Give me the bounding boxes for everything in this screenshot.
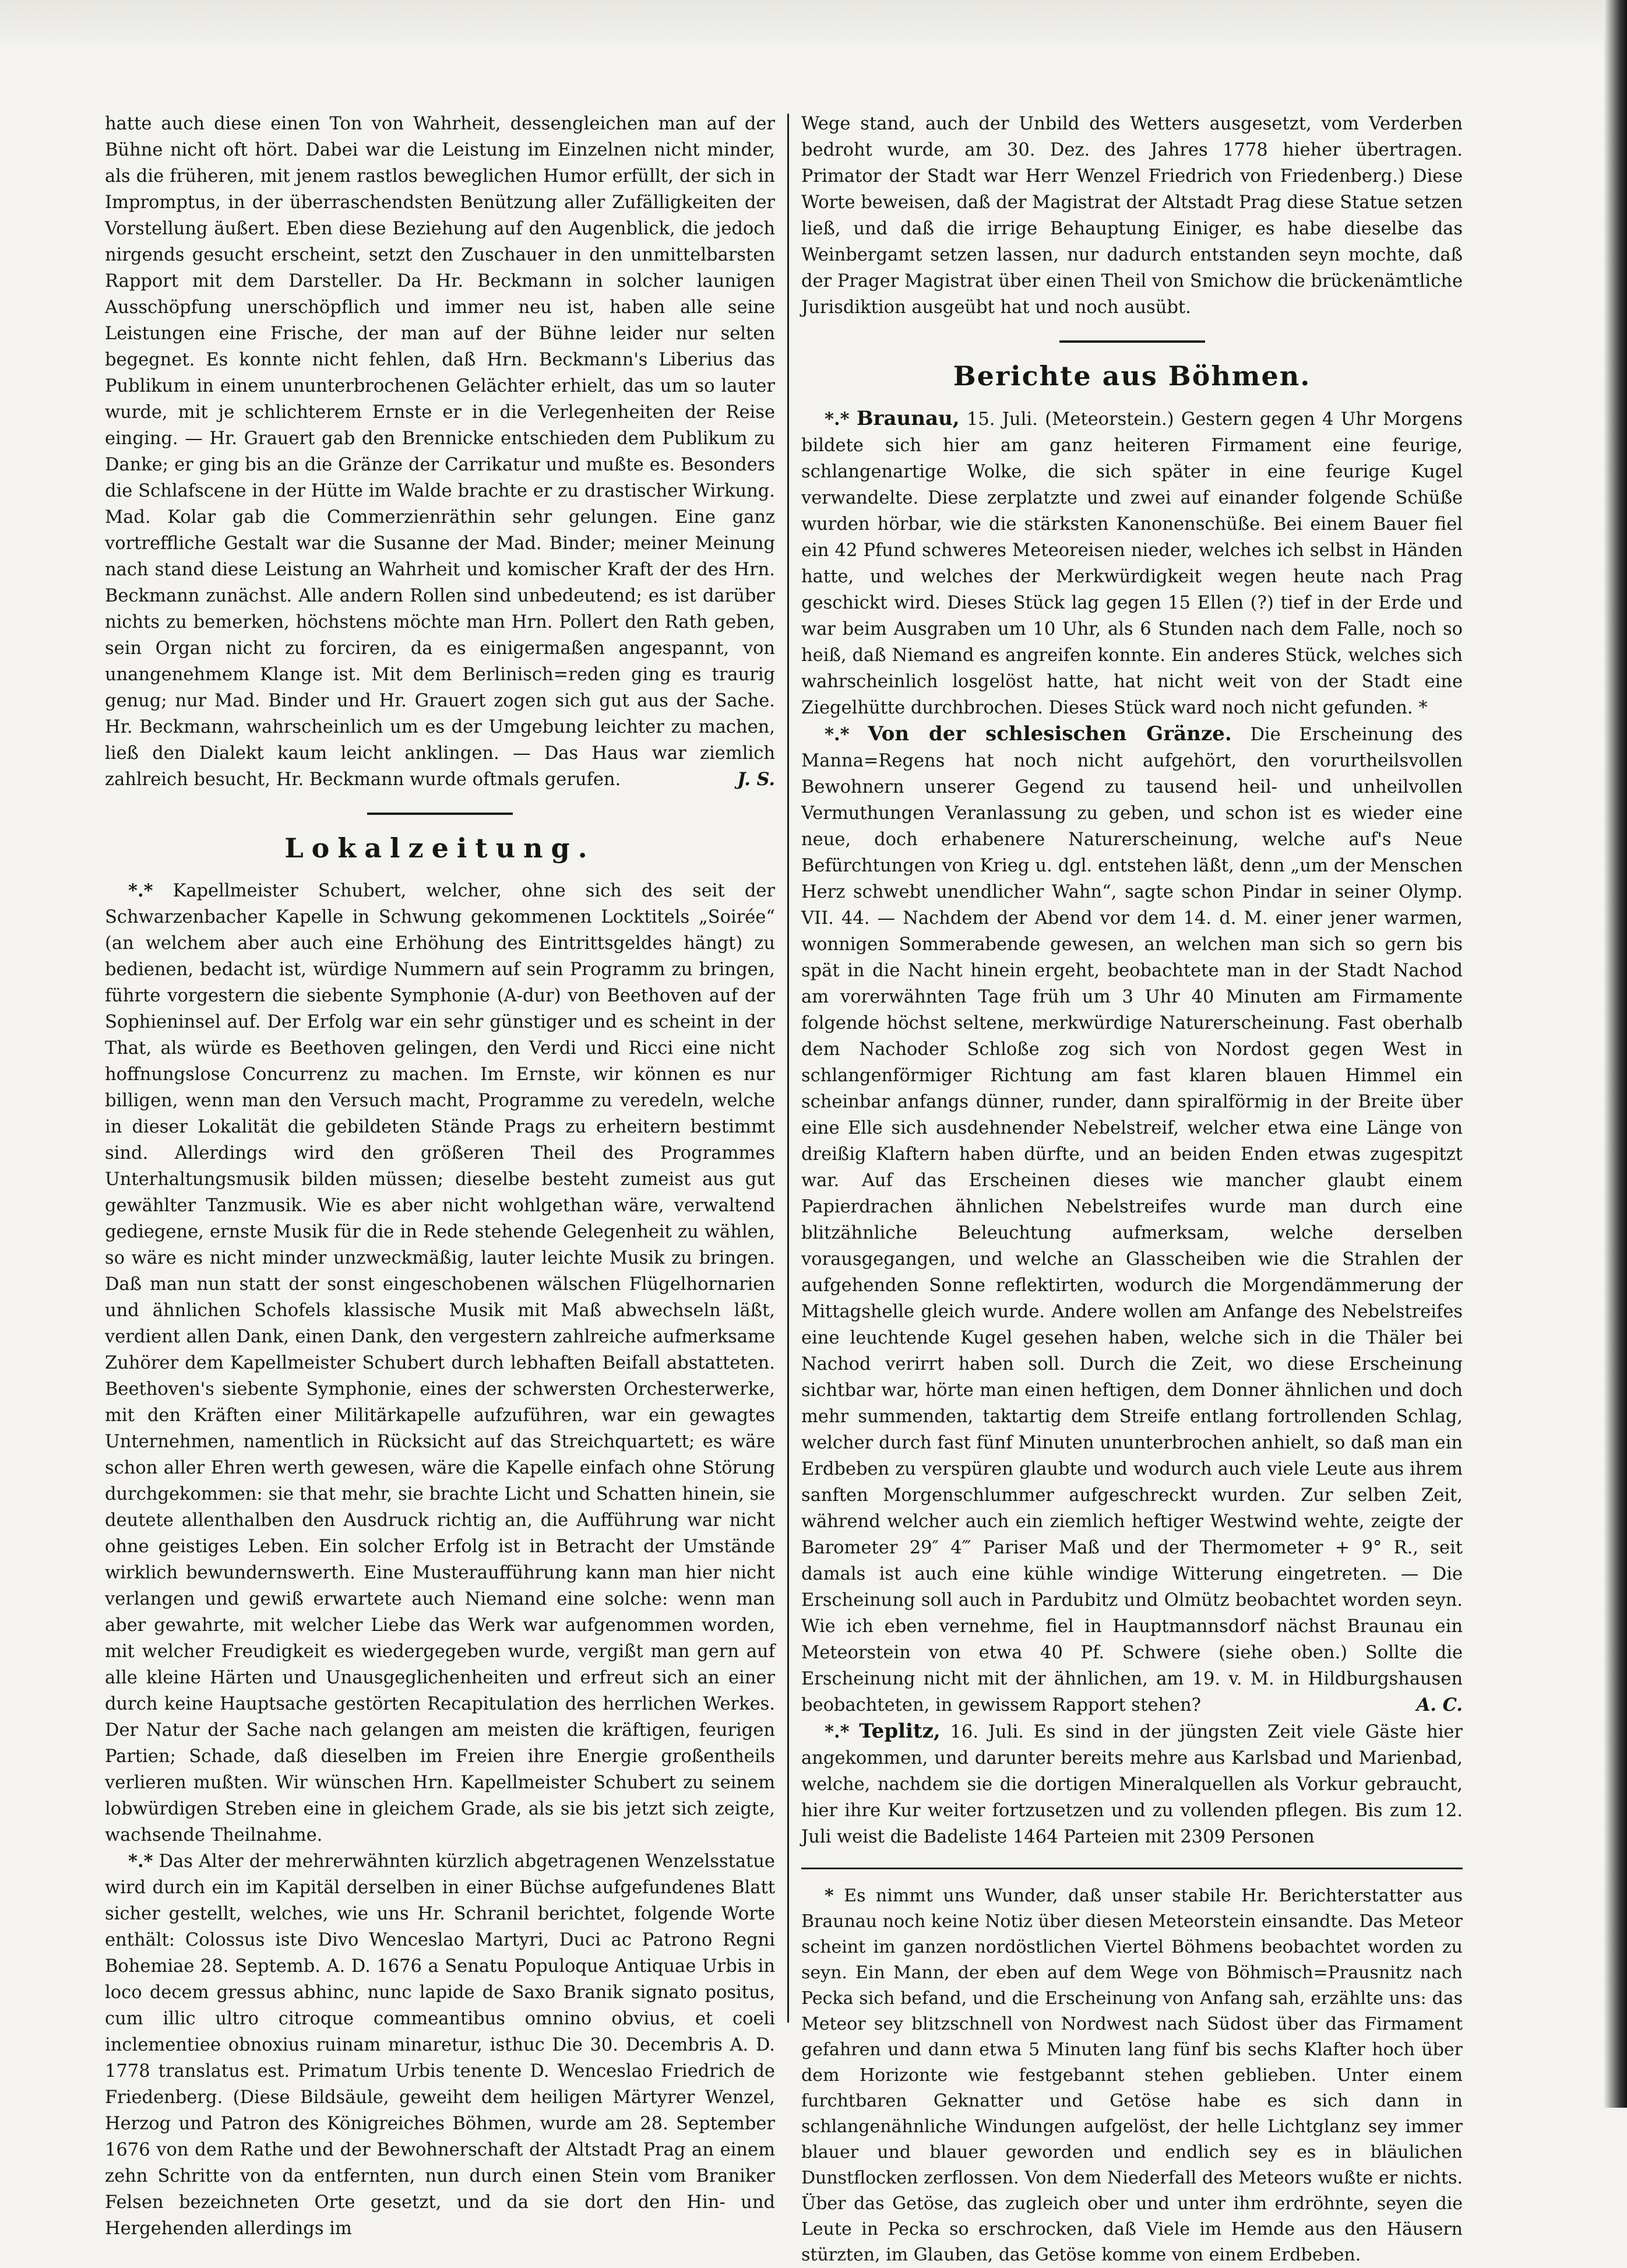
item-mark: *.* bbox=[825, 409, 850, 430]
page-right-edge bbox=[1604, 0, 1627, 2108]
section-heading-lokalzeitung: Lokalzeitung. bbox=[284, 832, 596, 864]
footnote-mark: * bbox=[825, 1886, 834, 1906]
footnote-paragraph bbox=[801, 1883, 1463, 2268]
section-divider-rule bbox=[1059, 340, 1205, 343]
wenzel-statue-article-text: Das Alter der mehrerwähnten kürzlich abgetragenen Wenzelsstatue wird durch ein im Kapitäl derselben in einer Büchse aufgefundenes Blatt sicher gestellt, welches, wie uns Hr. Schranil berichtet, folgende Worte enthält: Colossus iste Divo Wenceslao Martyri, Duci ac Patrono Regni Bohemiae 28. Septemb. A. D. 1676 a Senatu Populoque Antiquae Urbis in loco decem gressus abhinc, nunc lapide de Saxo Branik signato positus, cum illic ultro citroque commeantibus omnino obvius, et coeli inclementiee obnoxius ruinam minaretur, isthuc Die 30. Decembris A. D. 1778 translatus est. Primatum Urbis tenente D. Wenceslao Friedrich de Friedenberg. (Diese Bildsäule, geweiht dem heiligen Märtyrer Wenzel, Herzog und Patron des Königreiches Böhmen, wurde am 28. September 1676 von dem Rathe und der Bewohnerschaft der Altstadt Prag an einem zehn Schritte von da entfernten, nun durch einen Stein vom Braniker Felsen bezeichneten Orte gesetzt, und da sie dort den Hin- und Hergehenden allerdings im bbox=[105, 1851, 775, 2239]
column-divider bbox=[787, 114, 789, 2023]
section-divider-rule bbox=[367, 813, 513, 815]
teplitz-report-text: 16. Juli. Es sind in der jüngsten Zeit viele Gäste hier angekommen, und darunter bereits mehre aus Karlsbad und Marienbad, welche, nachdem sie die dortigen Mineralquellen als Vorkur gebraucht, hier ihre Kur weiter fortzusetzen und zu vollenden pflegen. Bis zum 12. Juli weist die Badeliste 1464 Parteien mit 2309 Personen bbox=[801, 1722, 1463, 1847]
footnote-text: Es nimmt uns Wunder, daß unser stabile Hr. Berichterstatter aus Braunau noch keine Notiz über diesen Meteorstein einsandte. Das Meteor scheint im ganzen nordöstlichen Viertel Böhmens beobachtet worden zu seyn. Ein Mann, der eben auf dem Wege von Böhmisch=Prausnitz nach Pecka sich befand, und die Erscheinung von Anfang sah, erzählte uns: das Meteor sey blitzschnell von Nordwest nach Südost über das Firmament gefahren und dann etwa 5 Minuten lang fünf bis sechs Klafter hoch über dem Horizonte wie festgebannt stehen geblieben. Unter einem furchtbaren Geknatter und Getöse habe es sich dann in schlangenähnliche Windungen aufgelöst, der helle Lichtglanz sey immer blauer und blauer geworden und endlich sey es in bläulichen Dunstflocken zerflossen. Von dem Niederfall des Meteors wußte er nichts. Über das Getöse, das zugleich ober und unter ihm erdröhnte, seyen die Leute in Pecka so erschrocken, daß Viele im Hemde aus den Häusern stürzten, im Glauben, das Getöse komme von einem Erdbeben. bbox=[801, 1886, 1463, 2265]
right-column bbox=[801, 111, 1463, 2268]
page-top-edge bbox=[0, 0, 1627, 52]
schubert-article-text: Kapellmeister Schubert, welcher, ohne sich des seit der Schwarzenbacher Kapelle in Schwung gekommenen Locktitels „Soirée“ (an welchem aber auch eine Erhöhung des Eintrittsgeldes hängt) zu bedienen, bedacht ist, würdige Nummern auf sein Programm zu bringen, führte vorgestern die siebente Symphonie (A-dur) von Beethoven auf der Sophieninsel auf. Der Erfolg war ein sehr günstiger und es scheint in der That, als würde es Beethoven gelingen, den Verdi und Ricci eine nicht hoffnungslose Concurrenz zu machen. Im Ernste, wir können es nur billigen, wenn man den Versuch macht, Programme zu veredeln, welche in dieser Lokalität die gebildeten Stände Prags zu erheitern bestimmt sind. Allerdings wird den größeren Theil des Programmes Unterhaltungsmusik bilden müssen; dieselbe besteht zumeist aus gut gewählter Tanzmusik. Wie es aber nicht wohlgethan wäre, verwaltend gediegene, ernste Musik für die in Rede stehende Gelegenheit zu wählen, so wäre es nicht minder unzweckmäßig, lauter leichte Musik zu bringen. Daß man nun statt der sonst eingeschobenen wälschen Flügelhornarien und ähnlichen Schofels klassische Musik mit Maß abwechseln läßt, verdient allen Dank, einen Dank, den vergestern zahlreiche aufmerksame Zuhörer dem Kapellmeister Schubert durch lebhaften Beifall abstatteten. Beethoven's siebente Symphonie, eines der schwersten Orchesterwerke, mit den Kräften einer Militärkapelle aufzuführen, war ein gewagtes Unternehmen, namentlich in Rücksicht auf das Streichquartett; es wäre schon aller Ehren werth gewesen, wäre die Kapelle einfach ohne Störung durchgekommen: sie that mehr, sie brachte Licht und Schatten hinein, sie deutete allenthalben den Ausdruck richtig an, die Aufführung war nicht ohne geistiges Leben. Ein solcher Erfolg ist in Betracht der Umstände wirklich bewundernswerth. Eine Musteraufführung kann man hier nicht verlangen und gewiß erwartete auch Niemand eine solche: wenn man aber gewahrte, mit welcher Liebe das Werk war aufgenommen worden, mit welcher Freudigkeit es wiedergegeben wurde, vergißt man gern auf alle kleine Härten und Unausgeglichenheiten und erfreut sich an einer durch keine Hauptsache gestörten Recapitulation des herrlichen Werkes. Der Natur der Sache nach gelangen am meisten die kräftigen, feurigen Partien; Schade, daß dieselben im Freien ihre Energie großentheils verlieren mußten. Wir wünschen Hrn. Kapellmeister Schubert zu seinem lobwürdigen Streben eine in gleichem Grade, als sie bis jetzt sich zeigte, wachsende Theilnahme. bbox=[105, 881, 775, 1845]
braunau-place-name: Braunau, bbox=[856, 407, 960, 430]
teplitz-place-name: Teplitz, bbox=[859, 1720, 941, 1743]
item-mark: *.* bbox=[128, 880, 153, 901]
schlesien-report bbox=[801, 721, 1463, 1718]
schubert-article bbox=[105, 878, 775, 1848]
item-mark: *.* bbox=[128, 1851, 153, 1872]
schlesien-place-name: Von der schlesischen Gränze. bbox=[868, 722, 1232, 746]
item-mark: *.* bbox=[825, 1721, 850, 1742]
teplitz-report bbox=[801, 1718, 1463, 1850]
theater-review-signature: J. S. bbox=[737, 769, 775, 790]
footnote-rule bbox=[801, 1868, 1463, 1869]
wenzel-statue-continuation: Wege stand, auch der Unbild des Wetters ausgesetzt, vom Verderben bedroht wurde, am 30. Dez. des Jahres 1778 hieher übertragen. Primator der Stadt war Herr Wenzel Friedrich von Friedenberg.) Diese Worte beweisen, daß der Magistrat der Altstadt Prag diese Statue setzen ließ, und daß die irrige Behauptung Einiger, es habe dieselbe das Weinbergamt setzen lassen, nur dadurch entstanden seyn mochte, daß der Prager Magistrat über einen Theil von Smichow die brückenämtliche Jurisdiktion ausgeübt hat und noch ausübt. bbox=[801, 114, 1463, 318]
schlesien-report-signature: A. C. bbox=[1416, 1694, 1463, 1715]
braunau-report-text: 15. Juli. (Meteorstein.) Gestern gegen 4 Uhr Morgens bildete sich hier am ganz heiteren Firmament eine feurige, schlangenartige Wolke, die sich später in eine feurige Kugel verwandelte. Diese zerplatzte und zwei auf einander folgende Schüße wurden hörbar, wie die stärksten Kanonenschüße. Bei einem Bauer fiel ein 42 Pfund schweres Meteoreisen nieder, welches ich selbst in Händen hatte, und welches der Merkwürdigkeit wegen heute nach Prag geschickt wird. Dieses Stück lag gegen 15 Ellen (?) tief in der Erde und war beim Ausgraben um 10 Uhr, als 6 Stunden nach dem Falle, noch so heiß, daß Niemand es angreifen konnte. Ein anderes Stück, welches sich wahrscheinlich losgelöst hatte, hat nicht weit von der Stadt eine Ziegelhütte durchbrochen. Dieses Stück ward noch nicht gefunden. * bbox=[801, 409, 1463, 718]
wenzel-statue-article bbox=[105, 1848, 775, 2242]
footnote bbox=[801, 1883, 1463, 2268]
braunau-report bbox=[801, 406, 1463, 721]
section-heading-berichte: Berichte aus Böhmen. bbox=[953, 360, 1311, 392]
item-mark: *.* bbox=[825, 724, 850, 745]
theater-review-paragraph bbox=[105, 111, 775, 793]
schlesien-report-text: Die Erscheinung des Manna=Regens hat noch nicht aufgehört, den vorurtheilsvollen Bewohnern unserer Gegend zu tausend heil- und unheilvollen Vermuthungen Veranlassung zu geben, und schon ist es wieder eine neue, doch erhabenere Naturerscheinung, welche auf's Neue Befürchtungen von Krieg u. dgl. entstehen läßt, denn „um der Menschen Herz schwebt unendlicher Wahn“, sagte schon Pindar in seiner Olymp. VII. 44. — Nachdem der Abend vor dem 14. d. M. einer jener warmen, wonnigen Sommerabende gewesen, an welchen man sich so gern bis spät in die Nacht hinein ergeht, beobachtete man in der Stadt Nachod am vorerwähnten Tage früh um 3 Uhr 40 Minuten am Firmamente folgende höchst seltene, merkwürdige Naturerscheinung. Fast oberhalb dem Nachoder Schloße zog sich von Nordost gegen West in schlangenförmiger Richtung am fast klaren blauen Himmel ein scheinbar anfangs dünner, runder, dann spiralförmig in der Breite über eine Elle sich ausdehnender Nebelstreif, welcher etwa eine Länge von dreißig Klaftern haben dürfte, und an beiden Enden etwas zugespitzt war. Auf das Erscheinen dieses wie mancher glaubt einem Papierdrachen ähnlichen Nebelstreifes wurde man durch eine blitzähnliche Beleuchtung aufmerksam, welche derselben vorausgegangen, und welche an Glasscheiben wie die Strahlen der aufgehenden Sonne reflektirten, wodurch die Morgendämmerung der Mittagshelle gleich wurde. Andere wollen am Anfange des Nebelstreifes eine leuchtende Kugel gesehen haben, welche sich in die Thäler bei Nachod verirrt haben soll. Durch die Zeit, wo diese Erscheinung sichtbar war, hörte man einen heftigen, dem Donner ähnlichen und doch mehr summenden, taktartig dem Streife entlang fortrollenden Schlag, welcher durch fast fünf Minuten ununterbrochen anhielt, so daß man ein Erdbeben zu verspüren glaubte und wodurch auch viele Leute aus ihrem sanften Morgenschlummer aufgeschreckt wurden. Zur selben Zeit, während welcher auch ein ziemlich heftiger Westwind wehte, zeigte der Barometer 29″ 4‴ Pariser Maß und der Thermometer + 9° R., seit damals ist auch eine kühle windige Witterung eingetreten. — Die Erscheinung soll auch in Pardubitz und Olmütz beobachtet worden seyn. Wie ich eben vernehme, fiel in Hauptmannsdorf nächst Braunau ein Meteorstein von etwa 40 Pf. Schwere (siehe oben.) Sollte die Erscheinung nicht mit der ähnlichen, am 19. v. M. in Hildburgshausen beobachteten, in gewissem Rapport stehen? bbox=[801, 725, 1463, 1715]
left-column bbox=[105, 111, 775, 2242]
theater-review-text: hatte auch diese einen Ton von Wahrheit, dessengleichen man auf der Bühne nicht oft hört. Dabei war die Leistung im Einzelnen nicht minder, als die früheren, mit jenem rastlos beweglichen Humor erfüllt, der sich in Impromptus, in der überraschendsten Benützung aller Zufälligkeiten der Vorstellung äußert. Eben diese Beziehung auf den Augenblick, die jedoch nirgends gesucht erscheint, setzt den Zuschauer in den unmittelbarsten Rapport mit dem Darsteller. Da Hr. Beckmann in solcher launigen Ausschöpfung unerschöpflich und immer neu ist, haben alle seine Leistungen eine Frische, der man auf der Bühne leider nur selten begegnet. Es konnte nicht fehlen, daß Hrn. Beckmann's Liberius das Publikum in einem ununterbrochenen Gelächter erhielt, das um so lauter wurde, mit je schlichterem Ernste er in die Verlegenheiten der Reise einging. — Hr. Grauert gab den Brennicke entschieden dem Publikum zu Danke; er ging bis an die Gränze der Carrikatur und mußte es. Besonders die Schlafscene in der Hütte im Walde brachte er zu drastischer Wirkung. Mad. Kolar gab die Commerzienräthin sehr gelungen. Eine ganz vortreffliche Gestalt war die Susanne der Mad. Binder; meiner Meinung nach stand diese Leistung an Wahrheit und komischer Kraft der des Hrn. Beckmann zunächst. Alle andern Rollen sind unbedeutend; es ist darüber nichts zu bemerken, höchstens möchte man Hrn. Pollert den Rath geben, sein Organ nicht zu forciren, da es einigermaßen angespannt, von unangenehmem Klange ist. Mit dem Berlinisch=reden ging es traurig genug; nur Mad. Binder und Hr. Grauert zogen sich gut aus der Sache. Hr. Beckmann, wahrscheinlich um es der Umgebung leichter zu machen, ließ den Dialekt kaum leicht anklingen. — Das Haus war ziemlich zahlreich besucht, Hr. Beckmann wurde oftmals gerufen. bbox=[105, 114, 775, 790]
